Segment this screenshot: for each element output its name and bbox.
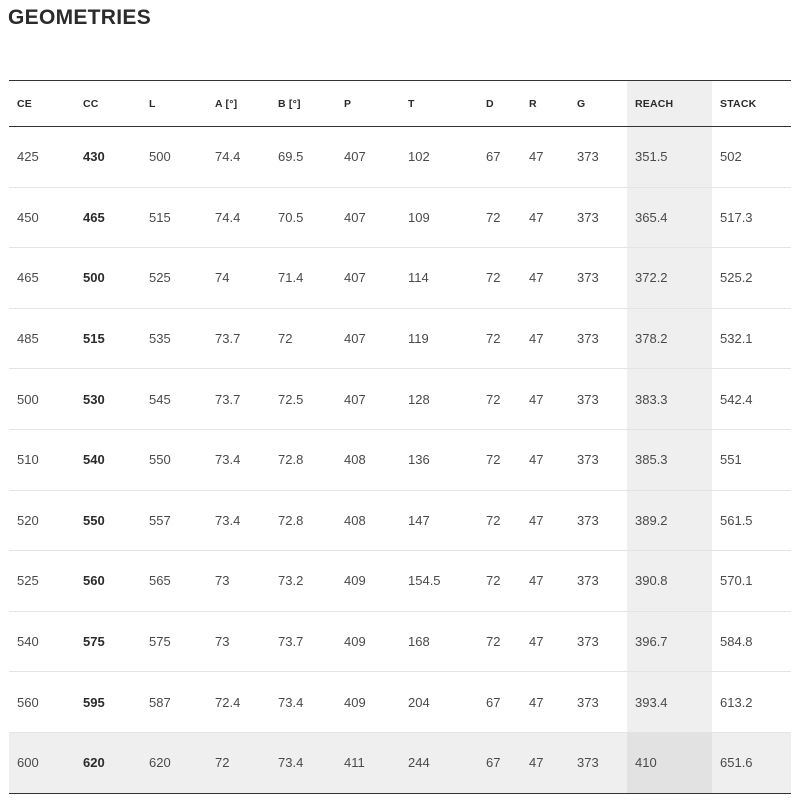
- cell-g: 373: [569, 732, 627, 793]
- cell-d: 72: [478, 248, 521, 309]
- column-header-r: R: [529, 97, 537, 110]
- cell-stack: 551: [712, 429, 791, 490]
- cell-b: 72: [270, 308, 336, 369]
- cell-d: 72: [478, 429, 521, 490]
- cell-t: 114: [400, 248, 478, 309]
- cell-a: 74.4: [207, 127, 270, 188]
- cell-cc: 430: [75, 127, 141, 188]
- cell-ce: 500: [9, 369, 75, 430]
- table-row: [9, 490, 791, 551]
- cell-l: 525: [141, 248, 207, 309]
- cell-p: 407: [336, 369, 400, 430]
- cell-cc: 540: [75, 429, 141, 490]
- cell-cc: 465: [75, 187, 141, 248]
- cell-stack: 613.2: [712, 672, 791, 733]
- cell-r: 47: [521, 429, 569, 490]
- cell-cc: 550: [75, 490, 141, 551]
- cell-ce: 560: [9, 672, 75, 733]
- column-header-cc: CC: [83, 97, 99, 110]
- cell-ce: 510: [9, 429, 75, 490]
- cell-reach: 378.2: [627, 308, 712, 369]
- cell-cc: 530: [75, 369, 141, 430]
- cell-l: 575: [141, 611, 207, 672]
- column-header-b: B [°]: [278, 97, 301, 110]
- column-header-reach: REACH: [627, 81, 712, 127]
- table-row: [9, 248, 791, 309]
- column-header-a: A [°]: [215, 97, 238, 110]
- table-row: [9, 308, 791, 369]
- cell-g: 373: [569, 248, 627, 309]
- cell-t: 204: [400, 672, 478, 733]
- cell-stack: 651.6: [712, 732, 791, 793]
- cell-ce: 525: [9, 551, 75, 612]
- column-header-g: G: [577, 97, 586, 110]
- cell-l: 587: [141, 672, 207, 733]
- cell-p: 409: [336, 672, 400, 733]
- cell-d: 72: [478, 611, 521, 672]
- cell-b: 70.5: [270, 187, 336, 248]
- cell-t: 109: [400, 187, 478, 248]
- cell-ce: 485: [9, 308, 75, 369]
- cell-p: 407: [336, 308, 400, 369]
- cell-stack: 542.4: [712, 369, 791, 430]
- cell-cc: 595: [75, 672, 141, 733]
- cell-reach: 351.5: [627, 127, 712, 188]
- cell-l: 515: [141, 187, 207, 248]
- cell-stack: 502: [712, 127, 791, 188]
- cell-a: 74.4: [207, 187, 270, 248]
- table-row: [9, 672, 791, 733]
- cell-t: 244: [400, 732, 478, 793]
- cell-a: 73.7: [207, 369, 270, 430]
- geometry-table: [9, 80, 791, 794]
- cell-d: 72: [478, 551, 521, 612]
- cell-cc: 500: [75, 248, 141, 309]
- column-header-l: L: [149, 97, 156, 110]
- table-body: [9, 127, 791, 794]
- cell-p: 407: [336, 248, 400, 309]
- cell-t: 168: [400, 611, 478, 672]
- cell-b: 73.4: [270, 732, 336, 793]
- table-row: [9, 551, 791, 612]
- cell-ce: 520: [9, 490, 75, 551]
- cell-ce: 425: [9, 127, 75, 188]
- table-row: [9, 429, 791, 490]
- cell-reach: 365.4: [627, 187, 712, 248]
- column-header-t: T: [408, 97, 415, 110]
- cell-l: 545: [141, 369, 207, 430]
- cell-b: 72.5: [270, 369, 336, 430]
- table-row: [9, 732, 791, 793]
- cell-cc: 515: [75, 308, 141, 369]
- cell-ce: 450: [9, 187, 75, 248]
- cell-d: 67: [478, 127, 521, 188]
- cell-reach: 396.7: [627, 611, 712, 672]
- cell-b: 73.2: [270, 551, 336, 612]
- cell-stack: 525.2: [712, 248, 791, 309]
- cell-a: 73.4: [207, 429, 270, 490]
- column-header-ce: CE: [17, 97, 32, 110]
- cell-stack: 584.8: [712, 611, 791, 672]
- cell-r: 47: [521, 490, 569, 551]
- cell-r: 47: [521, 369, 569, 430]
- cell-g: 373: [569, 369, 627, 430]
- table-row: [9, 611, 791, 672]
- cell-l: 557: [141, 490, 207, 551]
- column-header-stack: STACK: [720, 97, 757, 110]
- cell-l: 500: [141, 127, 207, 188]
- cell-reach: 393.4: [627, 672, 712, 733]
- cell-a: 73.4: [207, 490, 270, 551]
- cell-t: 154.5: [400, 551, 478, 612]
- cell-p: 408: [336, 429, 400, 490]
- cell-reach: 389.2: [627, 490, 712, 551]
- cell-b: 73.7: [270, 611, 336, 672]
- cell-r: 47: [521, 732, 569, 793]
- page-title: GEOMETRIES: [8, 6, 152, 29]
- cell-b: 73.4: [270, 672, 336, 733]
- cell-l: 550: [141, 429, 207, 490]
- cell-t: 128: [400, 369, 478, 430]
- cell-t: 119: [400, 308, 478, 369]
- cell-g: 373: [569, 551, 627, 612]
- cell-l: 620: [141, 732, 207, 793]
- cell-g: 373: [569, 127, 627, 188]
- column-header-p: P: [344, 97, 352, 110]
- cell-r: 47: [521, 127, 569, 188]
- cell-reach: 410: [627, 732, 712, 793]
- cell-g: 373: [569, 611, 627, 672]
- cell-stack: 561.5: [712, 490, 791, 551]
- cell-b: 71.4: [270, 248, 336, 309]
- cell-r: 47: [521, 248, 569, 309]
- cell-g: 373: [569, 308, 627, 369]
- cell-ce: 600: [9, 732, 75, 793]
- cell-ce: 465: [9, 248, 75, 309]
- cell-l: 535: [141, 308, 207, 369]
- cell-a: 72: [207, 732, 270, 793]
- cell-ce: 540: [9, 611, 75, 672]
- cell-g: 373: [569, 490, 627, 551]
- cell-d: 72: [478, 308, 521, 369]
- cell-a: 73.7: [207, 308, 270, 369]
- cell-p: 409: [336, 551, 400, 612]
- cell-stack: 517.3: [712, 187, 791, 248]
- cell-b: 72.8: [270, 490, 336, 551]
- cell-cc: 575: [75, 611, 141, 672]
- cell-reach: 390.8: [627, 551, 712, 612]
- cell-reach: 372.2: [627, 248, 712, 309]
- cell-d: 67: [478, 672, 521, 733]
- cell-d: 72: [478, 187, 521, 248]
- table-row: [9, 127, 791, 188]
- cell-d: 72: [478, 369, 521, 430]
- cell-d: 72: [478, 490, 521, 551]
- cell-g: 373: [569, 429, 627, 490]
- cell-t: 147: [400, 490, 478, 551]
- cell-a: 73: [207, 611, 270, 672]
- cell-p: 411: [336, 732, 400, 793]
- cell-r: 47: [521, 672, 569, 733]
- cell-t: 102: [400, 127, 478, 188]
- cell-a: 72.4: [207, 672, 270, 733]
- column-header-d: D: [486, 97, 494, 110]
- cell-r: 47: [521, 308, 569, 369]
- cell-reach: 383.3: [627, 369, 712, 430]
- cell-a: 73: [207, 551, 270, 612]
- cell-p: 407: [336, 187, 400, 248]
- cell-stack: 532.1: [712, 308, 791, 369]
- cell-g: 373: [569, 672, 627, 733]
- cell-b: 69.5: [270, 127, 336, 188]
- cell-cc: 560: [75, 551, 141, 612]
- cell-r: 47: [521, 187, 569, 248]
- cell-cc: 620: [75, 732, 141, 793]
- cell-reach: 385.3: [627, 429, 712, 490]
- table-row: [9, 369, 791, 430]
- cell-d: 67: [478, 732, 521, 793]
- cell-g: 373: [569, 187, 627, 248]
- header-row: [9, 81, 791, 127]
- cell-a: 74: [207, 248, 270, 309]
- cell-l: 565: [141, 551, 207, 612]
- cell-p: 409: [336, 611, 400, 672]
- cell-b: 72.8: [270, 429, 336, 490]
- cell-p: 408: [336, 490, 400, 551]
- cell-t: 136: [400, 429, 478, 490]
- cell-r: 47: [521, 611, 569, 672]
- cell-stack: 570.1: [712, 551, 791, 612]
- cell-p: 407: [336, 127, 400, 188]
- table-row: [9, 187, 791, 248]
- cell-r: 47: [521, 551, 569, 612]
